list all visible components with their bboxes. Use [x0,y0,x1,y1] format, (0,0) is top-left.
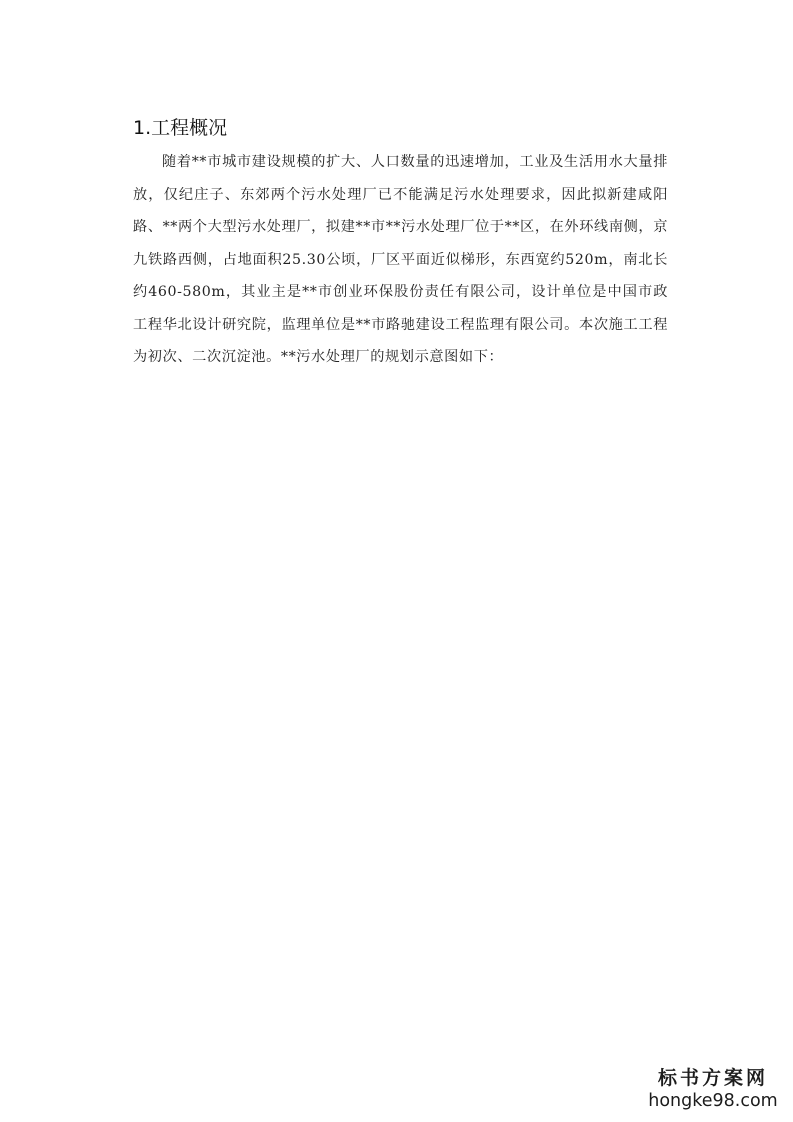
body-paragraph: 随着**市城市建设规模的扩大、人口数量的迅速增加，工业及生活用水大量排放，仅纪庄子、东郊两个污水处理厂已不能满足污水处理要求，因此拟新建咸阳路、**两个大型污水处理厂，拟建**市**污水处理厂位于**区，在外环线南侧，京九铁路西侧，占地面积25.30公顷，厂区平面近似梯形，东西宽约520m，南北长约460-580m，其业主是**市创业环保股份责任有限公司，设计单位是中国市政工程华北设计研究院，监理单位是**市路驰建设工程监理有限公司。本次施工工程为初次、二次沉淀池。**污水处理厂的规划示意图如下： [133,154,668,365]
watermark-url: hongke98.com [648,1091,778,1111]
watermark-site-name: 标书方案网 [657,1067,768,1089]
section-heading: 1.工程概况 [133,117,228,139]
watermark [647,1066,779,1112]
